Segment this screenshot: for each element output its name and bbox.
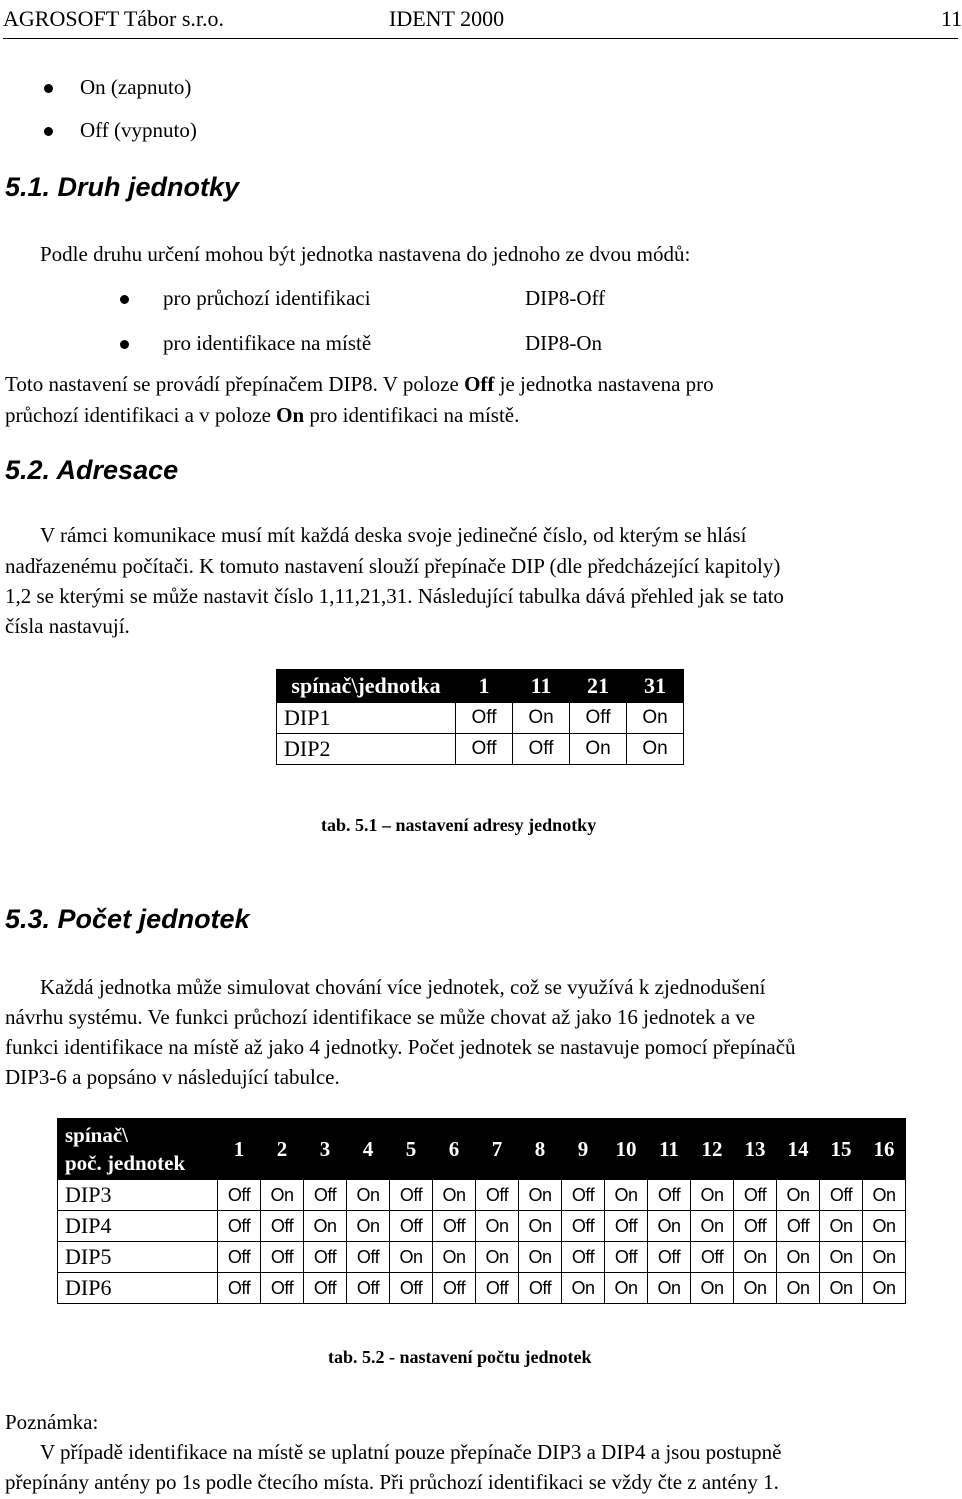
table-header-cell: 12 bbox=[691, 1119, 734, 1180]
table-header-row bbox=[58, 1119, 906, 1180]
table-cell: On bbox=[691, 1180, 734, 1211]
table-header-cell: 1 bbox=[218, 1119, 261, 1180]
table-header-cell: 13 bbox=[734, 1119, 777, 1180]
address-table bbox=[276, 669, 684, 765]
table-header-cell: 1 bbox=[456, 670, 513, 703]
table-cell: Off bbox=[218, 1273, 261, 1304]
bullet-icon bbox=[44, 127, 53, 136]
mode-setting: DIP8-On bbox=[525, 331, 602, 355]
table-cell: Off bbox=[433, 1273, 476, 1304]
table-cell: On bbox=[863, 1180, 906, 1211]
table-cell: On bbox=[648, 1211, 691, 1242]
table-header-cell: 8 bbox=[519, 1119, 562, 1180]
paragraph-line: nadřazenému počítači. K tomuto nastavení slouží přepínače DIP (dle předcházející kapitoly) bbox=[5, 554, 781, 578]
table-cell: On bbox=[433, 1180, 476, 1211]
table-cell: Off bbox=[218, 1211, 261, 1242]
table-header-cell: 15 bbox=[820, 1119, 863, 1180]
table-cell: On bbox=[691, 1273, 734, 1304]
table-row-label: DIP1 bbox=[277, 703, 456, 734]
table-cell: Off bbox=[433, 1211, 476, 1242]
table-cell: Off bbox=[734, 1180, 777, 1211]
table-header-cell: 3 bbox=[304, 1119, 347, 1180]
table-cell: On bbox=[347, 1180, 390, 1211]
table-cell: On bbox=[476, 1211, 519, 1242]
table-cell: Off bbox=[734, 1211, 777, 1242]
mode-label: pro průchozí identifikaci bbox=[163, 286, 371, 310]
table-header-cell: 21 bbox=[570, 670, 627, 703]
table-cell: On bbox=[433, 1242, 476, 1273]
table-cell: On bbox=[519, 1180, 562, 1211]
table-cell: Off bbox=[777, 1211, 820, 1242]
table-cell: Off bbox=[605, 1211, 648, 1242]
heading-5-2: 5.2. Adresace bbox=[5, 455, 179, 485]
table-cell: Off bbox=[820, 1180, 863, 1211]
table-row bbox=[277, 703, 684, 734]
table-cell: Off bbox=[304, 1242, 347, 1273]
table-header-cell: 10 bbox=[605, 1119, 648, 1180]
table-cell: Off bbox=[390, 1273, 433, 1304]
table-cell: Off bbox=[390, 1180, 433, 1211]
bullet-icon bbox=[120, 295, 129, 304]
mode-setting: DIP8-Off bbox=[525, 286, 606, 310]
table-cell: On bbox=[777, 1242, 820, 1273]
table-cell: On bbox=[734, 1273, 777, 1304]
unit-count-table bbox=[57, 1118, 906, 1304]
table-header-cell: 6 bbox=[433, 1119, 476, 1180]
table-cell: Off bbox=[519, 1273, 562, 1304]
table-caption-5-1: tab. 5.1 – nastavení adresy jednotky bbox=[321, 815, 597, 835]
table-cell: Off bbox=[513, 734, 570, 765]
table-cell: On bbox=[820, 1242, 863, 1273]
table-cell: On bbox=[390, 1242, 433, 1273]
table-cell: Off bbox=[691, 1242, 734, 1273]
table-cell: On bbox=[570, 734, 627, 765]
table-cell: On bbox=[863, 1273, 906, 1304]
table-cell: On bbox=[519, 1242, 562, 1273]
table-cell: Off bbox=[304, 1273, 347, 1304]
table-cell: On bbox=[519, 1211, 562, 1242]
section-5-1-body-line: průchozí identifikaci a v poloze On pro identifikaci na místě. bbox=[5, 403, 520, 427]
table-cell: On bbox=[261, 1180, 304, 1211]
paragraph-line: funkci identifikace na místě až jako 4 jednotky. Počet jednotek se nastavuje pomocí přepínačů bbox=[5, 1035, 796, 1059]
table-cell: Off bbox=[562, 1242, 605, 1273]
table-row-label: DIP2 bbox=[277, 734, 456, 765]
table-row bbox=[277, 734, 684, 765]
table-row bbox=[58, 1211, 906, 1242]
table-cell: On bbox=[777, 1273, 820, 1304]
bullet-icon bbox=[120, 340, 129, 349]
paragraph-line: 1,2 se kterými se může nastavit číslo 1,11,21,31. Následující tabulka dává přehled jak se tato bbox=[5, 584, 784, 608]
table-cell: Off bbox=[390, 1211, 433, 1242]
table-cell: Off bbox=[648, 1180, 691, 1211]
paragraph-line: návrhu systému. Ve funkci průchozí identifikace se může chovat až jako 16 jednotek a ve bbox=[5, 1005, 756, 1029]
table-caption-5-2: tab. 5.2 - nastavení počtu jednotek bbox=[328, 1347, 592, 1367]
table-cell: Off bbox=[476, 1180, 519, 1211]
table-cell: On bbox=[863, 1211, 906, 1242]
section-5-1-intro: Podle druhu určení mohou být jednotka nastavena do jednoho ze dvou módů: bbox=[40, 242, 691, 266]
table-cell: On bbox=[777, 1180, 820, 1211]
table-cell: Off bbox=[562, 1180, 605, 1211]
heading-5-1: 5.1. Druh jednotky bbox=[5, 172, 240, 202]
table-header-cell: 5 bbox=[390, 1119, 433, 1180]
table-cell: On bbox=[304, 1211, 347, 1242]
heading-5-3: 5.3. Počet jednotek bbox=[5, 904, 250, 934]
table-header-cell: 7 bbox=[476, 1119, 519, 1180]
header-company: AGROSOFT Tábor s.r.o. bbox=[3, 6, 225, 31]
table-cell: Off bbox=[304, 1180, 347, 1211]
note-title: Poznámka: bbox=[5, 1410, 99, 1434]
paragraph-line: čísla nastavují. bbox=[5, 614, 130, 638]
table-cell: Off bbox=[218, 1180, 261, 1211]
bullet-off: Off (vypnuto) bbox=[80, 118, 197, 142]
table-cell: Off bbox=[476, 1273, 519, 1304]
table-row-label: DIP5 bbox=[58, 1242, 218, 1273]
table-header-cell: 11 bbox=[513, 670, 570, 703]
table-cell: Off bbox=[261, 1273, 304, 1304]
table-cell: On bbox=[562, 1273, 605, 1304]
table-row bbox=[58, 1242, 906, 1273]
table-header-cell: 16 bbox=[863, 1119, 906, 1180]
table-header-cell: 4 bbox=[347, 1119, 390, 1180]
table-cell: On bbox=[605, 1273, 648, 1304]
table-cell: On bbox=[627, 734, 684, 765]
bullet-icon bbox=[44, 84, 53, 93]
table-row-label: DIP6 bbox=[58, 1273, 218, 1304]
page-header bbox=[3, 2, 962, 39]
paragraph-line: V rámci komunikace musí mít každá deska svoje jedinečné číslo, od kterým se hlásí bbox=[40, 523, 747, 547]
table-cell: On bbox=[627, 703, 684, 734]
table-cell: Off bbox=[562, 1211, 605, 1242]
table-cell: Off bbox=[456, 734, 513, 765]
table-cell: Off bbox=[456, 703, 513, 734]
table-cell: Off bbox=[261, 1211, 304, 1242]
table-cell: Off bbox=[648, 1242, 691, 1273]
header-product: IDENT 2000 bbox=[389, 6, 505, 31]
table-header-row bbox=[277, 670, 684, 703]
table-header-cell: 14 bbox=[777, 1119, 820, 1180]
table-cell: On bbox=[820, 1211, 863, 1242]
table-row bbox=[58, 1273, 906, 1304]
table-cell: On bbox=[347, 1211, 390, 1242]
table-row-label: DIP4 bbox=[58, 1211, 218, 1242]
table-cell: On bbox=[605, 1180, 648, 1211]
table-header-label: spínač\ poč. jednotek bbox=[58, 1119, 218, 1180]
table-header-cell: 11 bbox=[648, 1119, 691, 1180]
table-cell: On bbox=[820, 1273, 863, 1304]
table-header-cell: 2 bbox=[261, 1119, 304, 1180]
section-5-1-body-line: Toto nastavení se provádí přepínačem DIP8. V poloze Off je jednotka nastavena pro bbox=[5, 372, 714, 396]
table-cell: Off bbox=[570, 703, 627, 734]
table-cell: On bbox=[648, 1273, 691, 1304]
header-page-number: 11 bbox=[941, 6, 962, 31]
table-header-cell: 31 bbox=[627, 670, 684, 703]
mode-label: pro identifikace na místě bbox=[163, 331, 372, 355]
note-line: přepínány antény po 1s podle čtecího místa. Při průchozí identifikaci se vždy čte z antény 1. bbox=[5, 1470, 779, 1494]
table-cell: Off bbox=[605, 1242, 648, 1273]
bullet-on: On (zapnuto) bbox=[80, 75, 192, 99]
note-line: V případě identifikace na místě se uplatní pouze přepínače DIP3 a DIP4 a jsou postupně bbox=[40, 1440, 782, 1464]
table-header-label: spínač\jednotka bbox=[277, 670, 456, 703]
table-cell: On bbox=[513, 703, 570, 734]
table-row bbox=[58, 1180, 906, 1211]
table-row-label: DIP3 bbox=[58, 1180, 218, 1211]
table-cell: Off bbox=[347, 1242, 390, 1273]
table-cell: Off bbox=[347, 1273, 390, 1304]
table-cell: Off bbox=[218, 1242, 261, 1273]
table-header-cell: 9 bbox=[562, 1119, 605, 1180]
paragraph-line: DIP3-6 a popsáno v následující tabulce. bbox=[5, 1065, 340, 1089]
paragraph-line: Každá jednotka může simulovat chování více jednotek, což se využívá k zjednodušení bbox=[40, 975, 766, 999]
table-cell: On bbox=[476, 1242, 519, 1273]
table-cell: On bbox=[863, 1242, 906, 1273]
table-cell: On bbox=[691, 1211, 734, 1242]
table-cell: Off bbox=[261, 1242, 304, 1273]
table-cell: On bbox=[734, 1242, 777, 1273]
